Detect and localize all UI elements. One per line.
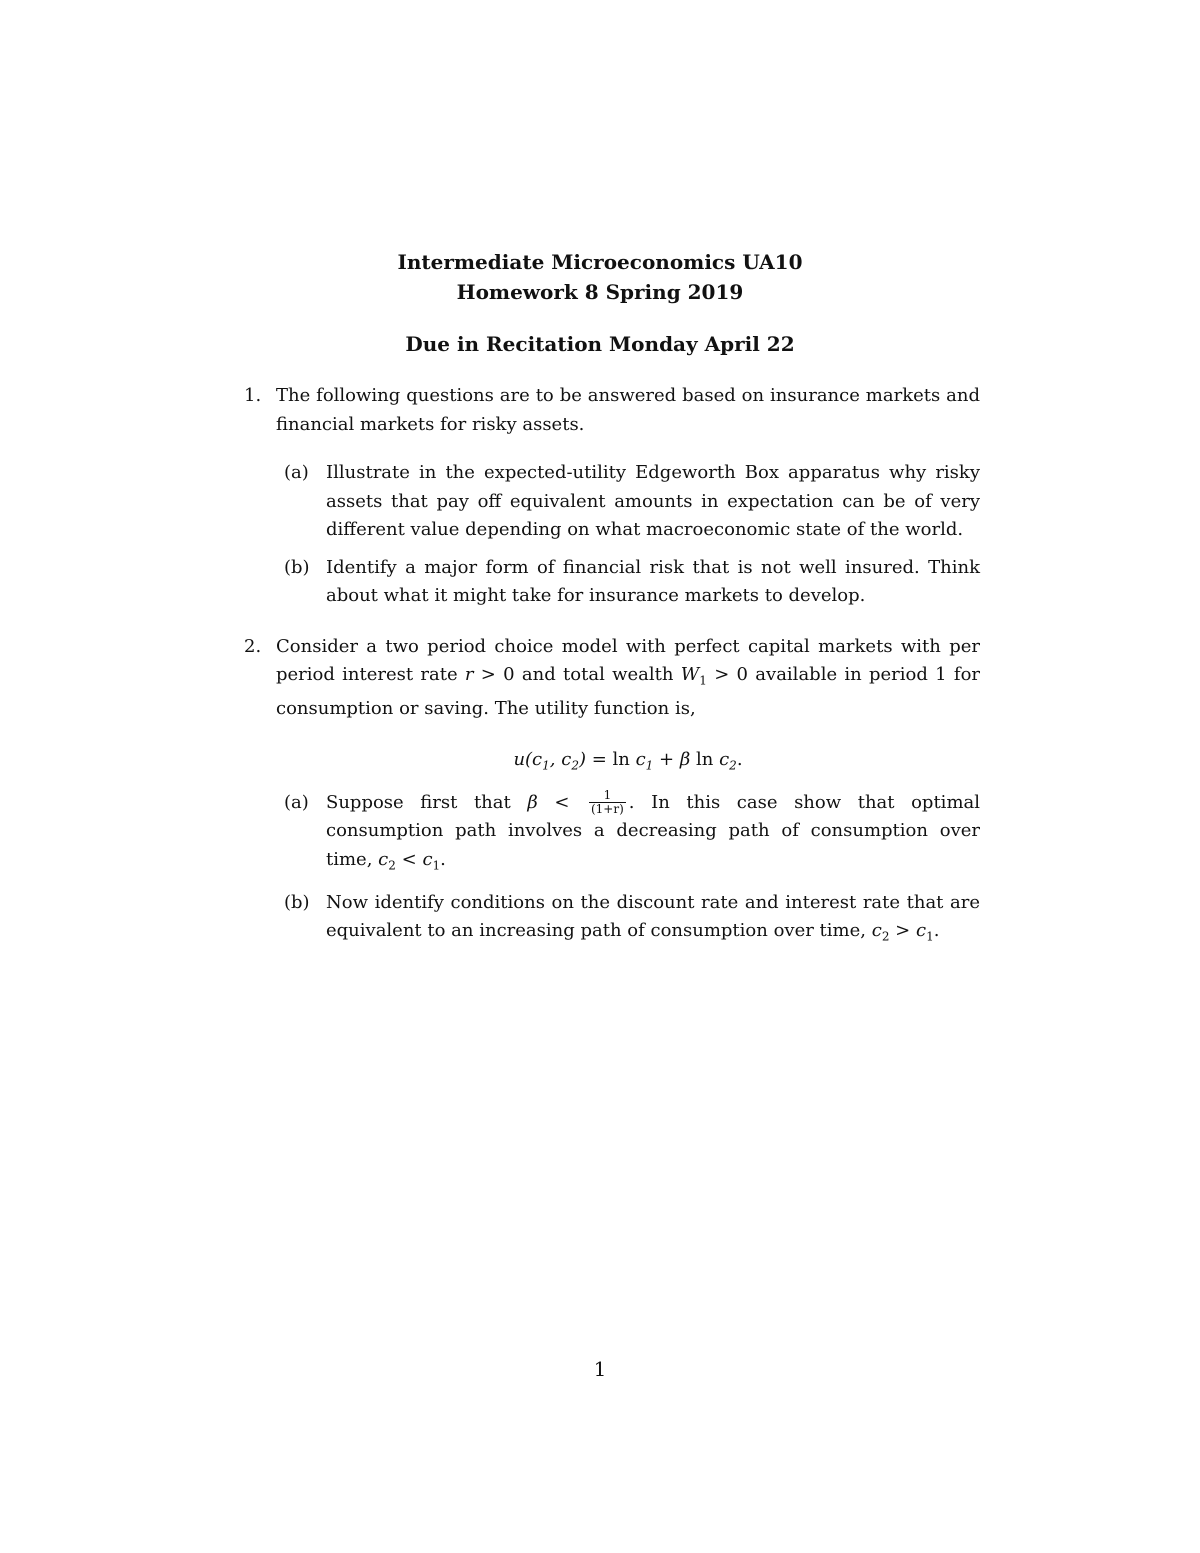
text-segment: available in period 1 for consumption or saving. The utility function is, bbox=[276, 664, 981, 720]
part-label: (b) bbox=[284, 556, 310, 578]
text-segment: In this case show that optimal consumption path involves a decreasing path of consumption over time, bbox=[326, 791, 980, 870]
question-1-part-a bbox=[276, 459, 980, 545]
course-title: Intermediate Microeconomics UA10 bbox=[397, 250, 803, 274]
part-label: (b) bbox=[284, 891, 310, 913]
text-segment: Suppose first that bbox=[326, 791, 511, 813]
part-text: Now identify conditions on the discount rate and interest rate that are equivalent to an increasing path of consumption over time, $c_2 > c_1$. bbox=[326, 891, 980, 944]
part-label: (a) bbox=[284, 462, 309, 483]
question-text: Consider a two period choice model with perfect capital markets with per period interest rate r > 0 and total wealth $W_1 > 0$ available in period 1 for consumption or saving. The utility function is, bbox=[276, 635, 981, 720]
due-date: Due in Recitation Monday April 22 bbox=[405, 332, 795, 356]
fraction: $\frac{1}{(1+r)}$ bbox=[590, 788, 624, 817]
question-1 bbox=[244, 382, 980, 611]
part-label: (a) bbox=[284, 791, 309, 813]
question-2-part-a bbox=[276, 789, 980, 880]
homework-title: Homework 8 Spring 2019 bbox=[456, 280, 744, 304]
questions-body bbox=[244, 382, 980, 951]
page-number: 1 bbox=[593, 1357, 607, 1381]
text-segment: Consider a two period choice model with perfect capital markets with per period interest rate bbox=[276, 635, 980, 685]
utility-equation: $u(c_1$, $c_2) = \ln c_1 + \beta$ $\ln c_2$. bbox=[513, 748, 743, 773]
math-r-gt-0: r bbox=[464, 664, 474, 685]
part-text: Suppose first that β < $\frac{1}{(1+r)}$ . In this case show that optimal consumption path involves a decreasing path of consumption over time, $c_2 < c_1$. bbox=[326, 788, 980, 873]
text-segment: Now identify conditions on the discount rate and interest rate that are equivalent to an increasing path of consumption over time, bbox=[326, 891, 980, 942]
question-1-part-b bbox=[276, 554, 980, 611]
question-2-part-b bbox=[276, 889, 980, 952]
question-number: 1. bbox=[244, 385, 262, 406]
question-2 bbox=[244, 633, 980, 952]
question-number: 2. bbox=[244, 635, 262, 657]
part-text: Illustrate in the expected-utility Edgeworth Box apparatus why risky assets that pay off equivalent amounts in expectation can be of very different value depending on what macroeconomic state of the world. bbox=[326, 462, 980, 540]
math-w1: W bbox=[680, 664, 700, 685]
part-text: Identify a major form of financial risk that is not well insured. Think about what it might take for insurance markets to develop. bbox=[326, 556, 980, 606]
question-text: The following questions are to be answered based on insurance markets and financial markets for risky assets. bbox=[276, 385, 980, 435]
text-segment: and total wealth bbox=[521, 664, 674, 685]
